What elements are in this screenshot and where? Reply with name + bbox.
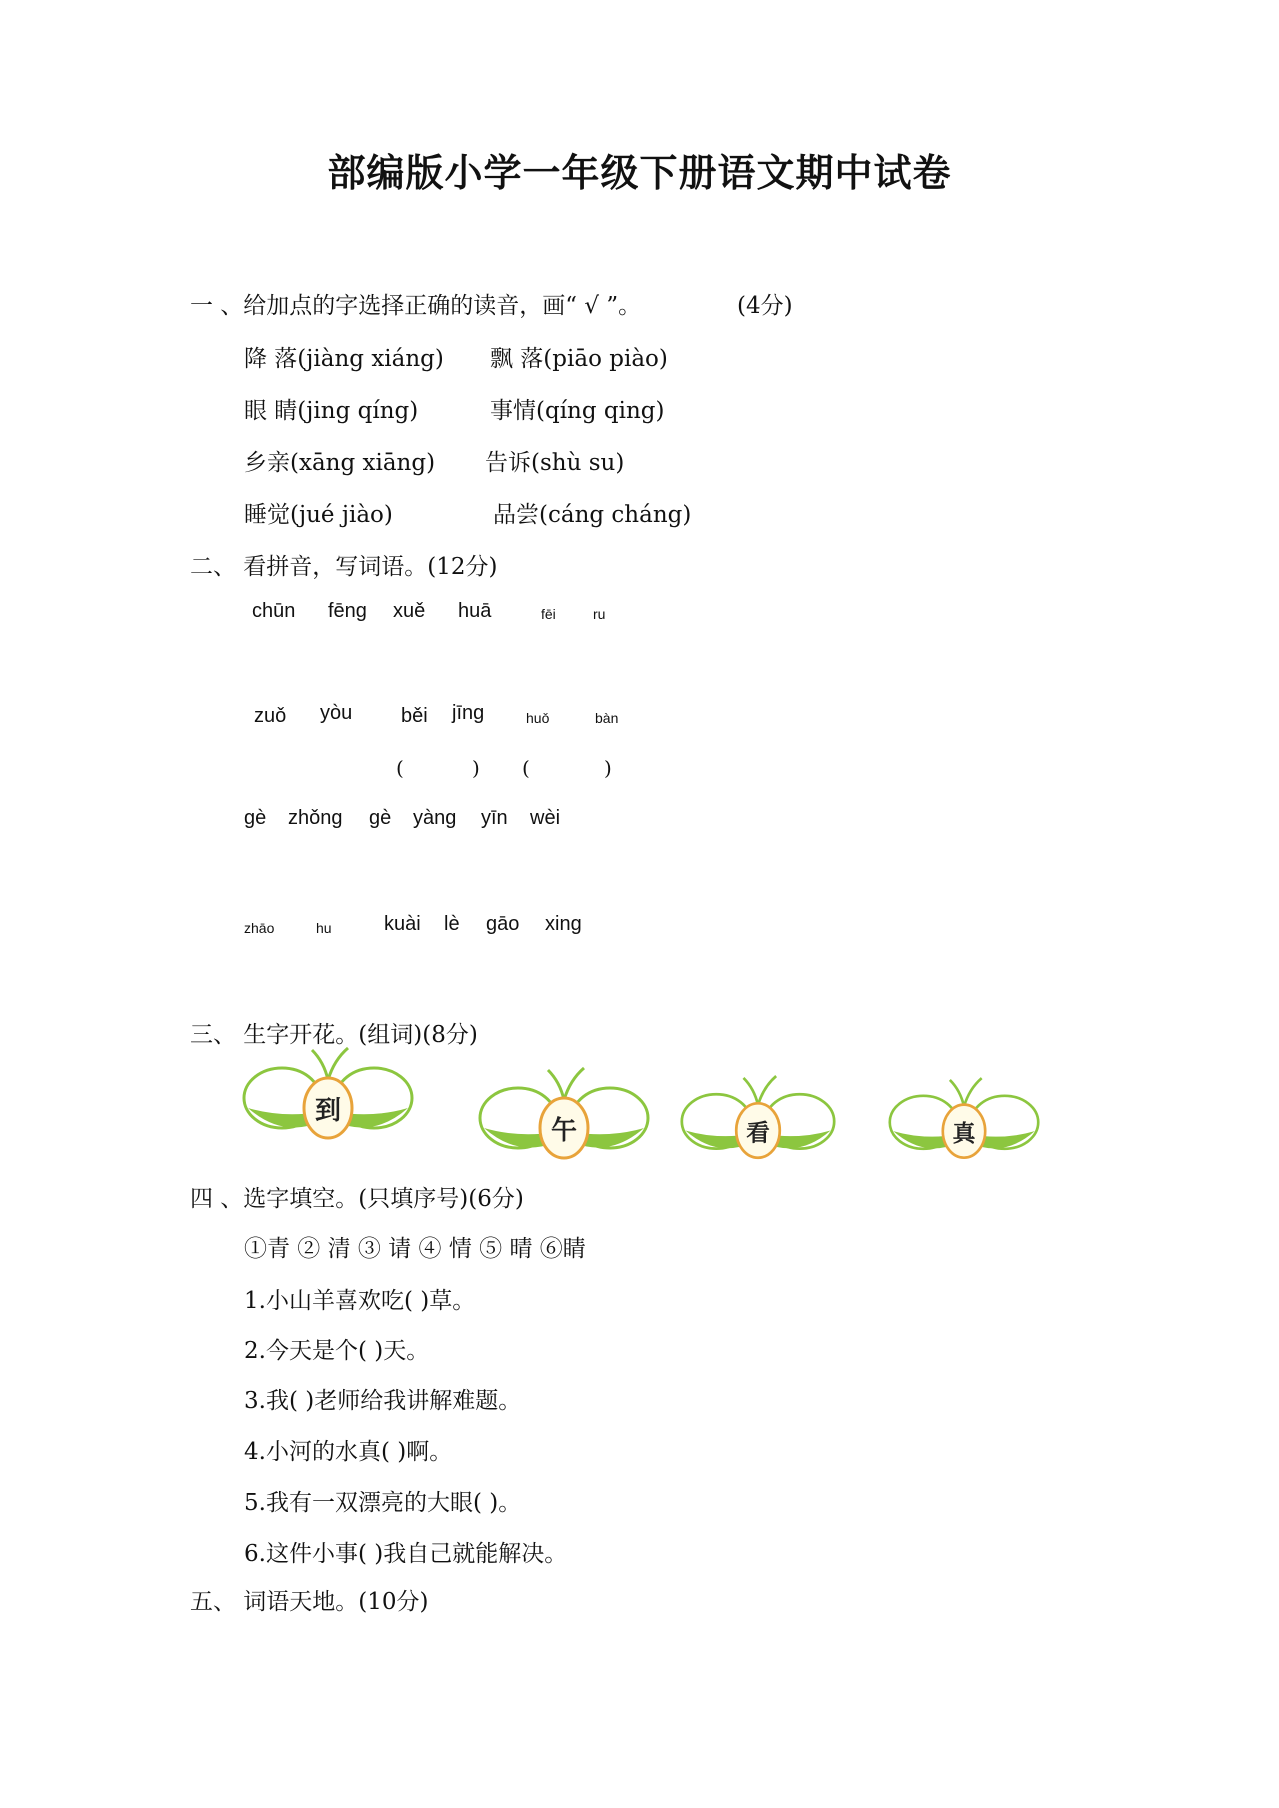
pinyin: lè — [444, 913, 460, 935]
pinyin: gāo — [486, 913, 520, 935]
pinyin: yīn — [481, 807, 508, 829]
pinyin: huā — [458, 600, 492, 622]
pinyin: xuě — [393, 600, 426, 622]
section-2-heading: 二、 看拼音，写词语。(12分) — [190, 554, 498, 580]
s1-row4-b: 品尝(cáng cháng) — [493, 502, 692, 528]
flower-diagram-2 — [478, 1062, 650, 1162]
flower-char: 午 — [550, 1116, 578, 1146]
pinyin-small: zhāo — [244, 920, 275, 936]
flower-diagram-3 — [680, 1068, 836, 1164]
flower-char: 真 — [952, 1120, 976, 1147]
answer-paren-close: ) — [472, 756, 480, 780]
page-title: 部编版小学一年级下册语文期中试卷 — [327, 151, 952, 195]
pinyin-small: ru — [593, 606, 606, 622]
pinyin: jīng — [452, 702, 485, 724]
pinyin: gè — [244, 807, 267, 829]
pinyin: yòu — [320, 702, 353, 724]
flower-diagram-1 — [242, 1042, 414, 1142]
s1-row2-b: 事情(qíng qing) — [490, 398, 665, 424]
pinyin: xing — [545, 913, 582, 935]
pinyin-small: bàn — [595, 710, 619, 726]
pinyin-small: huǒ — [526, 710, 550, 726]
section-3-heading: 三、 生字开花。(组词)(8分) — [190, 1022, 478, 1048]
section-5-heading: 五、 词语天地。(10分) — [190, 1589, 429, 1615]
s1-row3-b: 告诉(shù su) — [485, 450, 625, 476]
s4-item-5: 5.我有一双漂亮的大眼( )。 — [244, 1490, 522, 1516]
pinyin: zuǒ — [254, 705, 287, 727]
section-4-heading: 四 、选字填空。(只填序号)(6分) — [190, 1186, 524, 1212]
section-1-heading: 一 、给加点的字选择正确的读音，画“ √ ”。 — [190, 293, 642, 319]
answer-paren-open: ( — [522, 756, 530, 780]
pinyin: gè — [369, 807, 392, 829]
answer-paren-open: ( — [396, 756, 404, 780]
pinyin: chūn — [252, 600, 296, 622]
pinyin: zhǒng — [288, 807, 343, 829]
s4-item-3: 3.我( )老师给我讲解难题。 — [244, 1388, 522, 1414]
s4-item-6: 6.这件小事( )我自己就能解决。 — [244, 1541, 568, 1567]
s4-item-1: 1.小山羊喜欢吃( )草。 — [244, 1288, 476, 1314]
s4-item-4: 4.小河的水真( )啊。 — [244, 1439, 453, 1465]
s1-row1-b: 飘 落(piāo piào) — [490, 346, 668, 372]
flower-diagram-4 — [888, 1070, 1040, 1164]
pinyin: fēng — [328, 600, 367, 622]
pinyin: wèi — [530, 807, 561, 829]
pinyin-small: hu — [316, 920, 332, 936]
s4-item-2: 2.今天是个( )天。 — [244, 1338, 430, 1364]
s4-options: ①青 ② 清 ③ 请 ④ 情 ⑤ 晴 ⑥睛 — [244, 1236, 586, 1262]
flower-char: 到 — [314, 1096, 342, 1126]
answer-paren-close: ) — [604, 756, 612, 780]
s1-row3-a: 乡亲(xāng xiāng) — [244, 450, 436, 476]
pinyin: yàng — [413, 807, 457, 829]
flower-char: 看 — [746, 1118, 770, 1147]
section-1-score: (4分) — [737, 293, 793, 319]
s1-row2-a: 眼 睛(jing qíng) — [244, 398, 419, 424]
pinyin: kuài — [384, 913, 421, 935]
pinyin: běi — [401, 705, 428, 727]
s1-row4-a: 睡觉(jué jiào) — [244, 502, 393, 528]
pinyin-small: fēi — [541, 606, 556, 622]
s1-row1-a: 降 落(jiàng xiáng) — [244, 346, 444, 372]
